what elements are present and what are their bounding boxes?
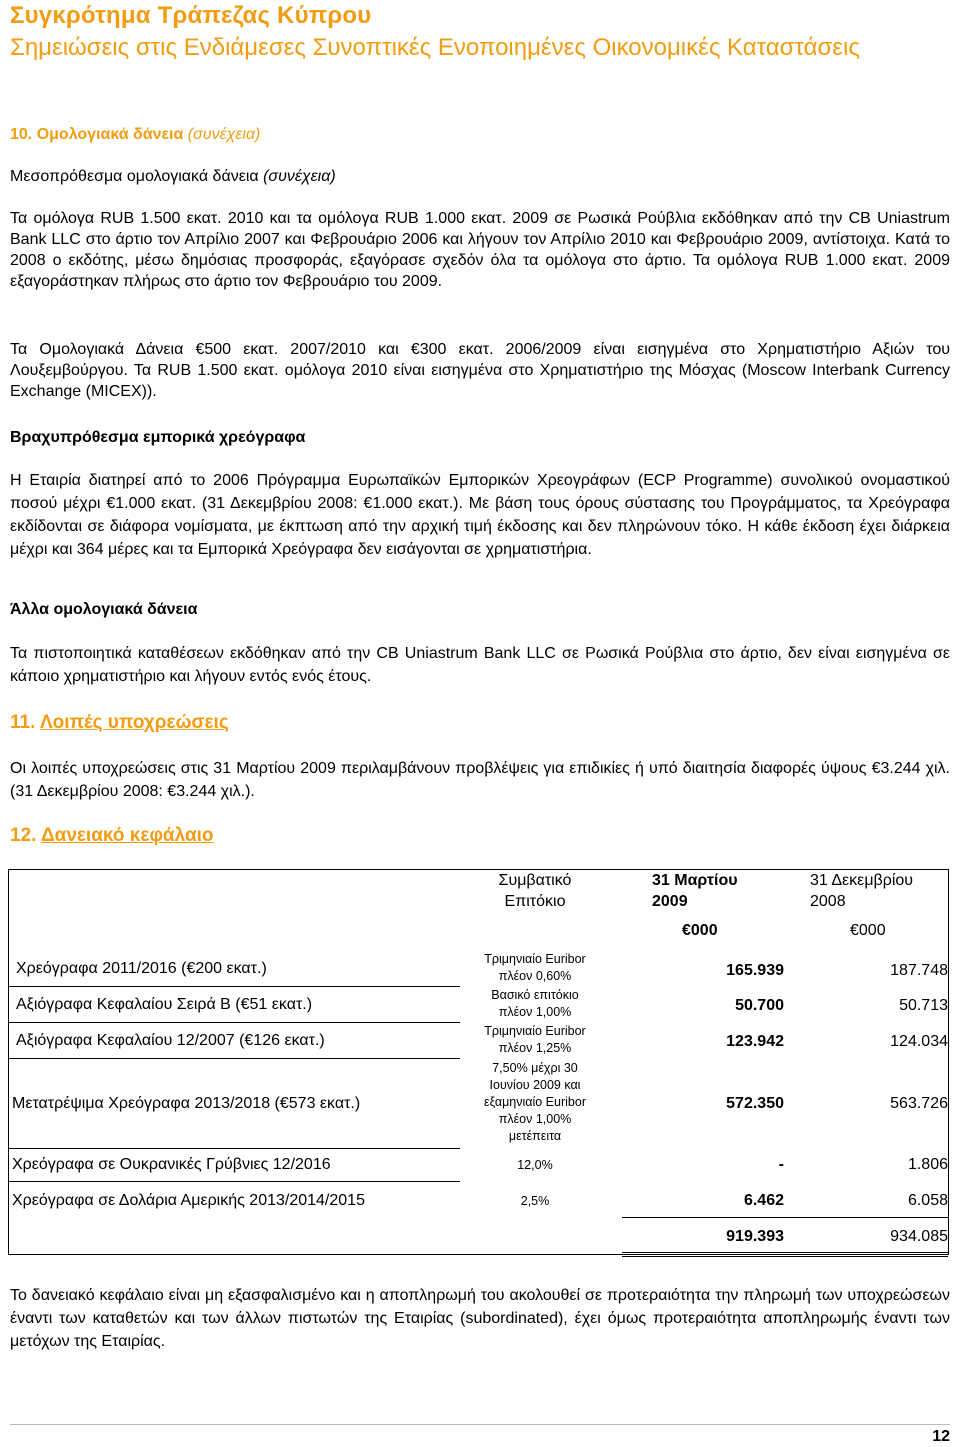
table-row-label: Χρεόγραφα 2011/2016 (€200 εκατ.) — [16, 960, 267, 977]
table-bottom-rule — [8, 1254, 949, 1255]
col-rate-header-l1: Συμβατικό — [498, 872, 572, 889]
col-march-unit: €000 — [682, 922, 718, 939]
table-row-rate-l1: 2,5% — [520, 1194, 550, 1208]
table-row-december-value: 187.748 — [890, 962, 948, 979]
table-row-rate-l3: εξαμηνιαίο Euribor — [484, 1095, 586, 1109]
row-separator — [8, 1148, 460, 1149]
section-12-number: 12. — [10, 825, 37, 846]
total-double-rule-upper — [622, 1252, 948, 1253]
table-row-label: Μετατρέψιμα Χρεόγραφα 2013/2018 (€573 εκατ.) — [12, 1095, 361, 1112]
table-right-rule — [948, 869, 949, 1254]
table-row-march-value: - — [778, 1156, 784, 1173]
medium-term-heading-text: Μεσοπρόθεσμα ομολογιακά δάνεια — [10, 168, 259, 185]
table-row-rate-l5: μετέπειτα — [508, 1129, 562, 1143]
table-row-rate-l1: Τριμηνιαίο Euribor — [484, 952, 586, 966]
total-top-rule — [622, 1217, 948, 1218]
medium-term-heading-continued: (συνέχεια) — [263, 168, 336, 185]
section-10-heading-continued: (συνέχεια) — [187, 126, 261, 143]
table-row-label: Χρεόγραφα σε Δολάρια Αμερικής 2013/2014/2015 — [12, 1192, 365, 1209]
total-march-value: 919.393 — [726, 1228, 784, 1245]
table-row-label: Χρεόγραφα σε Ουκρανικές Γρύβνιες 12/2016 — [12, 1156, 331, 1173]
footer-rule — [10, 1424, 950, 1425]
table-row-rate-l1: 12,0% — [517, 1158, 553, 1172]
table-row-rate-l1: Βασικό επιτόκιο — [491, 988, 579, 1002]
row-separator — [8, 1022, 460, 1023]
row-separator — [8, 1058, 460, 1059]
section-12-title: Δανειακό κεφάλαιο — [41, 825, 214, 846]
total-double-rule-lower — [622, 1256, 948, 1257]
col-december-unit: €000 — [850, 922, 886, 939]
table-row-rate-l4: πλέον 1,00% — [498, 1112, 572, 1126]
table-row-rate-l1: Τριμηνιαίο Euribor — [484, 1024, 586, 1038]
other-liabilities-paragraph: Οι λοιπές υποχρεώσεις στις 31 Μαρτίου 2009 περιλαμβάνουν προβλέψεις για επιδικίες ή υπό διαιτησία διαφορές ύψους €3.244 χιλ. (31 Δεκεμβρίου 2008: €3.244 χιλ.). — [10, 760, 950, 800]
total-december-value: 934.085 — [890, 1228, 948, 1245]
section-11-title: Λοιπές υποχρεώσεις — [39, 712, 229, 733]
table-row-label: Αξιόγραφα Κεφαλαίου 12/2007 (€126 εκατ.) — [16, 1032, 325, 1049]
commercial-paper-heading: Βραχυπρόθεσμα εμπορικά χρεόγραφα — [10, 429, 306, 446]
page-number: 12 — [932, 1428, 950, 1445]
table-row-december-value: 50.713 — [899, 997, 948, 1014]
table-row-march-value: 123.942 — [726, 1033, 784, 1050]
loan-capital-paragraph: Το δανειακό κεφάλαιο είναι μη εξασφαλισμένο και η αποπληρωμή του ακολουθεί σε προτεραιότητα την πληρωμή των υποχρεώσεων έναντι των καταθετών και των άλλων πιστωτών της Εταιρίας (subordinated), έχει όμως προτεραιότητα αποπληρωμής έναντι των μετόχων της Εταιρίας. — [10, 1287, 950, 1350]
table-row-december-value: 6.058 — [907, 1192, 948, 1209]
row-separator — [8, 1181, 460, 1182]
table-row-rate-l2: πλέον 0,60% — [498, 969, 572, 983]
table-row-march-value: 6.462 — [743, 1192, 784, 1209]
table-row-label: Αξιόγραφα Κεφαλαίου Σειρά Β (€51 εκατ.) — [16, 996, 313, 1013]
report-title: Συγκρότημα Τράπεζας Κύπρου — [10, 2, 372, 29]
table-row-march-value: 165.939 — [726, 962, 784, 979]
col-march-header-l1: 31 Μαρτίου — [652, 872, 738, 889]
table-row-march-value: 572.350 — [726, 1095, 784, 1112]
report-subtitle: Σημειώσεις στις Ενδιάμεσες Συνοπτικές Ενοποιημένες Οικονομικές Καταστάσεις — [10, 34, 860, 61]
col-march-header-l2: 2009 — [652, 893, 688, 910]
table-row-rate-l2: πλέον 1,25% — [498, 1041, 572, 1055]
col-december-header-l1: 31 Δεκεμβρίου — [810, 872, 914, 889]
col-rate-header-l2: Επιτόκιο — [504, 893, 566, 910]
other-bonds-heading: Άλλα ομολογιακά δάνεια — [10, 601, 198, 618]
table-left-rule — [8, 869, 9, 1254]
ecp-programme-paragraph: Η Εταιρία διατηρεί από το 2006 Πρόγραμμα Ευρωπαϊκών Εμπορικών Χρεογράφων (ECP Programme) συνολικού ονομαστικού ποσού μέχρι €1.000 εκατ. (31 Δεκεμβρίου 2008: €1.000 εκατ.). Με βάση τους όρους σύστασης του Προγράμματος, τα Χρεόγραφα εκδίδονται σε διάφορα νομίσματα, με έκπτωση από την αρχική τιμή έκδοσης και δεν πληρώνουν τόκο. Η κάθε έκδοση έχει διάρκεια μέχρι και 364 μέρες και τα Εμπορικά Χρεόγραφα δεν εισάγονται σε χρηματιστήρια. — [10, 472, 950, 558]
table-row-december-value: 124.034 — [890, 1033, 948, 1050]
table-row-december-value: 1.806 — [907, 1156, 948, 1173]
section-10-heading-text: 10. Ομολογιακά δάνεια — [10, 126, 184, 143]
listed-bonds-paragraph: Τα Ομολογιακά Δάνεια €500 εκατ. 2007/2010 και €300 εκατ. 2006/2009 είναι εισηγμένα στο Χρηματιστήριο Αξιών του Λουξεμβούργου. Τα RUB 1.500 εκατ. ομόλογα 2010 είναι εισηγμένα στο Χρηματιστήριο της Μόσχας (Moscow Interbank Currency Exchange (MICEX)). — [10, 341, 950, 400]
rub-bonds-paragraph: Τα ομόλογα RUB 1.500 εκατ. 2010 και τα ομόλογα RUB 1.000 εκατ. 2009 σε Ρωσικά Ρούβλια εκδόθηκαν από την CB Uniastrum Bank LLC στο άρτιο τον Απρίλιο 2007 και Φεβρουάριο 2006 και λήγουν τον Απρίλιο 2010 και Φεβρουάριο 2009, αντίστοιχα. Κατά το 2008 ο εκδότης, μέσω δημόσιας προσφοράς, εξαγόρασε σχεδόν όλα τα ομόλογα στο άρτιο. Τα ομόλογα RUB 1.000 εκατ. 2009 εξαγοράστηκαν πλήρως στο άρτιο τον Φεβρουάριο του 2009. — [10, 210, 950, 290]
certificates-paragraph: Τα πιστοποιητικά καταθέσεων εκδόθηκαν από την CB Uniastrum Bank LLC σε Ρωσικά Ρούβλια στο άρτιο, δεν είναι εισηγμένα σε κάποιο χρηματιστήριο και λήγουν εντός ενός έτους. — [10, 645, 950, 685]
col-december-header-l2: 2008 — [810, 893, 846, 910]
row-separator — [8, 986, 460, 987]
table-row-march-value: 50.700 — [735, 997, 784, 1014]
section-11-number: 11. — [10, 712, 36, 733]
table-top-rule — [8, 869, 948, 870]
table-row-rate-l2: πλέον 1,00% — [498, 1005, 572, 1019]
table-row-december-value: 563.726 — [890, 1095, 948, 1112]
table-row-rate-l1: 7,50% μέχρι 30 — [492, 1061, 578, 1075]
table-row-rate-l2: Ιουνίου 2009 και — [489, 1078, 581, 1092]
